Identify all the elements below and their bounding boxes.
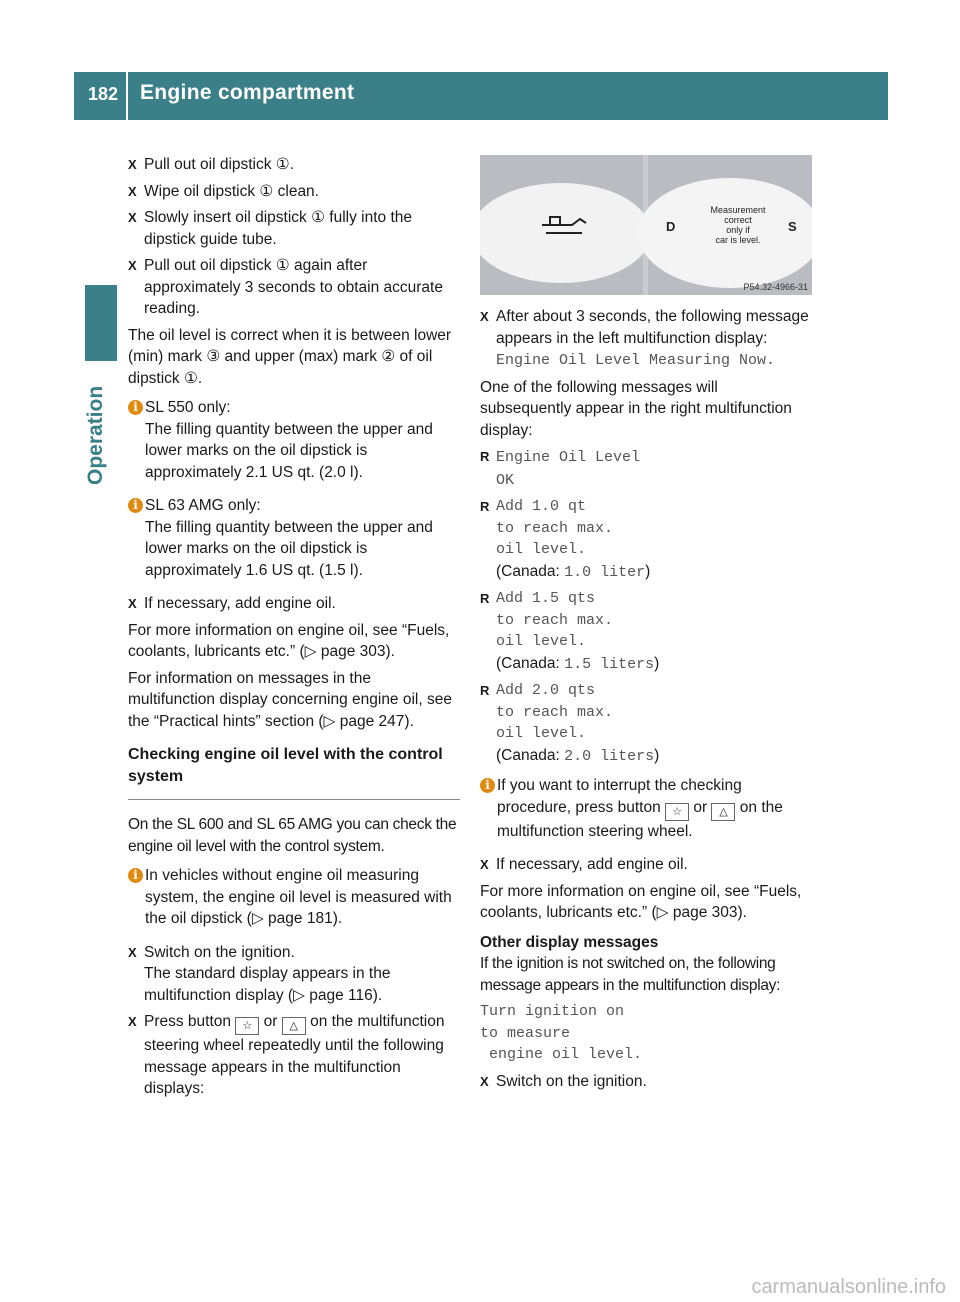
display-message: Turn ignition on to measure engine oil level.: [480, 1003, 643, 1063]
footer-watermark: carmanualsonline.info: [751, 1275, 946, 1298]
info-paragraph: For more information on engine oil, see “Fuels, coolants, lubricants etc.” (▷ page 303).: [128, 621, 450, 660]
other-paragraph: If the ignition is not switched on, the following message appears in the multifunction display:: [480, 955, 781, 994]
step: X If necessary, add engine oil.: [128, 593, 460, 615]
note-interrupt: [480, 775, 812, 842]
side-label-text: Operation: [84, 385, 107, 485]
step: X Pull out oil dipstick ①.: [128, 154, 460, 176]
note-sl550: [128, 397, 460, 483]
page-number-block: [74, 72, 126, 120]
divider: [128, 799, 460, 800]
sub-heading: Other display messages: [480, 933, 659, 951]
display-message: R Add 1.0 qt to reach max. oil level.: [496, 498, 614, 558]
follow-paragraph: One of the following messages will subsequently appear in the right multifunction display:: [480, 378, 792, 439]
info-icon: i: [128, 498, 143, 513]
message-item: R Add 1.5 qts to reach max. oil level. (Canada: 1.5 liters): [480, 588, 812, 675]
info-paragraph: For more information on engine oil, see “Fuels, coolants, lubricants etc.” (▷ page 303).: [480, 882, 802, 921]
canada-value: 1.5 liters: [564, 655, 655, 673]
note-title: SL 63 AMG only:: [145, 497, 261, 514]
note-text: or: [693, 798, 708, 816]
svg-text:car is level.: car is level.: [715, 235, 761, 245]
display-message: Engine Oil Level OK: [496, 449, 641, 489]
step-press-button: [128, 1011, 460, 1100]
step: X Switch on the ignition.: [480, 1071, 812, 1093]
canada-label: (Canada:: [496, 654, 560, 672]
scroll-down-button-icon: △: [282, 1017, 306, 1035]
note-text: In vehicles without engine oil measuring system, the engine oil level is measured with the oil dipstick (▷ page 181).: [145, 867, 452, 927]
info-paragraph: For information on messages in the multifunction display concerning engine oil, see the “Practical hints” section (▷ page 247).: [128, 669, 452, 730]
step-text: Press button: [144, 1013, 232, 1030]
message-item: R Add 1.0 qt to reach max. oil level. (Canada: 1.0 liter): [480, 496, 812, 583]
display-message: Engine Oil Level Measuring Now.: [496, 352, 776, 369]
display-letter-s: S: [788, 219, 797, 234]
oil-level-paragraph: The oil level is correct when it is between lower (min) mark ③ and upper (max) mark ② of oil dipstick ①.: [128, 326, 452, 387]
info-icon: i: [480, 778, 495, 793]
step-text: After about 3 seconds, the following message appears in the left multifunction display:: [496, 308, 809, 347]
section-header: [128, 72, 888, 120]
message-item: R Add 2.0 qts to reach max. oil level. (Canada: 2.0 liters): [480, 680, 812, 767]
display-message: R Add 2.0 qts to reach max. oil level.: [496, 682, 614, 742]
note-no-measuring: [128, 865, 460, 930]
message-item: [480, 446, 812, 491]
svg-text:correct: correct: [724, 215, 752, 225]
multifunction-display-figure: [480, 155, 812, 295]
info-icon: i: [128, 400, 143, 415]
step-text: X Switch on the ignition.: [144, 943, 295, 961]
note-text: If you want to interrupt the checking procedure, press button: [497, 777, 742, 816]
svg-text:Measurement: Measurement: [710, 205, 766, 215]
svg-text:only if: only if: [726, 225, 750, 235]
step: X Wipe oil dipstick ① clean.: [128, 181, 460, 203]
scroll-up-button-icon: ☆: [665, 803, 689, 821]
step-after: [480, 306, 812, 372]
canada-label: (Canada:: [496, 562, 560, 580]
canada-label: (Canada:: [496, 746, 560, 764]
note-text: The filling quantity between the upper and lower marks on the oil dipstick is approximately 1.6 US qt. (1.5 l).: [145, 518, 433, 579]
intro-paragraph: On the SL 600 and SL 65 AMG you can check the engine oil level with the control system.: [128, 816, 457, 855]
step-ignition: [128, 942, 460, 1007]
section-title: Engine compartment: [140, 81, 355, 104]
side-tab: [85, 285, 117, 361]
display-message: R Add 1.5 qts to reach max. oil level.: [496, 590, 614, 650]
left-column: [128, 154, 460, 1105]
step: X Pull out oil dipstick ① again after approximately 3 seconds to obtain accurate reading.: [128, 255, 460, 320]
note-text: on the multifunction steering wheel.: [497, 798, 783, 840]
step-text: on the multifunction steering wheel repeatedly until the following message appears in the multifunction displays:: [144, 1013, 445, 1097]
right-column: [480, 306, 812, 1097]
canada-value: 1.0 liter: [564, 563, 646, 581]
step-text: or: [263, 1013, 278, 1030]
info-icon: i: [128, 868, 143, 883]
canada-value: 2.0 liters: [564, 747, 655, 765]
note-title: SL 550 only:: [145, 399, 231, 416]
scroll-down-button-icon: △: [711, 803, 735, 821]
display-letter-d: D: [666, 219, 676, 234]
step-result: The standard display appears in the multifunction display (▷ page 116).: [144, 965, 391, 1004]
step: X If necessary, add engine oil.: [480, 854, 812, 876]
section-heading: Checking engine oil level with the control system: [128, 746, 443, 785]
figure-code: P54.32-4966-31: [743, 282, 808, 292]
page-number: 182: [87, 84, 118, 104]
note-text: The filling quantity between the upper and lower marks on the oil dipstick is approximately 2.1 US qt. (2.0 l).: [145, 420, 433, 481]
note-sl63: [128, 495, 460, 581]
scroll-up-button-icon: ☆: [235, 1017, 259, 1035]
step: X Slowly insert oil dipstick ① fully into the dipstick guide tube.: [128, 207, 460, 250]
